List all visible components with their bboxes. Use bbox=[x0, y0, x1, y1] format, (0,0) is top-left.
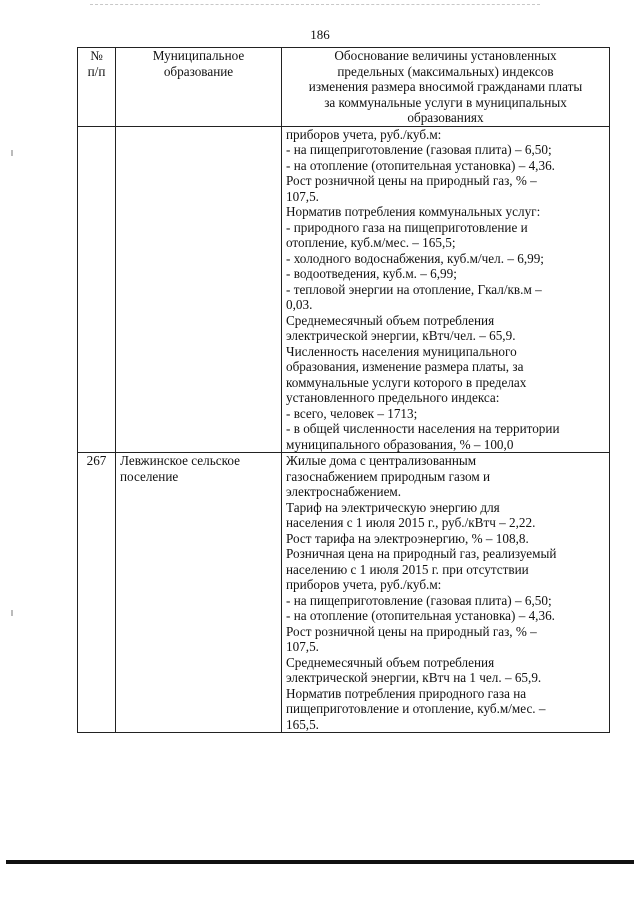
justification-line: 0,03. bbox=[286, 297, 313, 312]
header-text-line: за коммунальные услуги в муниципальных bbox=[324, 94, 567, 110]
justification-line: Норматив потребления природного газа на bbox=[286, 685, 527, 701]
justification-line: - на отопление (отопительная установка) – 4,36. bbox=[286, 608, 555, 623]
justification-line: Тариф на электрическую энергию для bbox=[286, 499, 500, 515]
justification-line: - природного газа на пищеприготовление и bbox=[286, 219, 528, 235]
justification-line: - в общей численности населения на территории bbox=[286, 421, 560, 436]
header-text-line: Муниципальное bbox=[152, 48, 245, 63]
header-text-line: образование bbox=[163, 63, 234, 79]
justification-line: Численность населения муниципального bbox=[286, 343, 517, 359]
justification-line: - водоотведения, куб.м. – 6,99; bbox=[286, 266, 457, 281]
header-text-line: изменения размера вносимой гражданами платы bbox=[308, 79, 583, 94]
justification-line: Норматив потребления коммунальных услуг: bbox=[286, 204, 541, 219]
row-municipality-cell bbox=[116, 126, 282, 453]
row-municipality-cell bbox=[116, 453, 282, 733]
header-justification bbox=[282, 48, 610, 127]
justification-line: населению с 1 июля 2015 г. при отсутствии bbox=[286, 561, 529, 577]
justification-line: населения с 1 июля 2015 г., руб./кВтч – 2,22. bbox=[286, 515, 536, 530]
justification-line: электрической энергии, кВтч на 1 чел. – 65,9. bbox=[286, 670, 542, 685]
justification-line: приборов учета, руб./куб.м: bbox=[286, 126, 442, 142]
justification-line: Рост розничной цены на природный газ, % – bbox=[286, 173, 537, 188]
header-text-line: образованиях bbox=[407, 110, 484, 125]
table-row bbox=[78, 126, 610, 453]
justification-line: электрической энергии, кВтч/чел. – 65,9. bbox=[286, 328, 516, 343]
justification-line: - на пищеприготовление (газовая плита) – 6,50; bbox=[286, 142, 552, 157]
scan-top-edge bbox=[90, 4, 540, 5]
justification-line: приборов учета, руб./куб.м: bbox=[286, 577, 442, 592]
tariff-justification-table bbox=[77, 47, 610, 733]
table-row bbox=[78, 453, 610, 733]
justification-line: Жилые дома с централизованным bbox=[286, 453, 477, 468]
municipality-line: Левжинское сельское bbox=[120, 453, 240, 468]
justification-line: коммунальные услуги которого в пределах bbox=[286, 374, 527, 390]
header-municipality bbox=[116, 48, 282, 127]
table-header-row bbox=[78, 48, 610, 127]
justification-line: Рост розничной цены на природный газ, % – bbox=[286, 623, 537, 639]
row-justification-cell bbox=[282, 126, 610, 453]
justification-line: 165,5. bbox=[286, 716, 319, 732]
justification-line: газоснабжением природным газом и bbox=[286, 468, 491, 484]
justification-line: образования, изменение размера платы, за bbox=[286, 359, 524, 374]
justification-line: Среднемесячный объем потребления bbox=[286, 654, 495, 670]
justification-line: пищеприготовление и отопление, куб.м/мес. – bbox=[286, 701, 546, 716]
justification-line: - на отопление (отопительная установка) – 4,36. bbox=[286, 157, 555, 173]
justification-line: 107,5. bbox=[286, 188, 319, 204]
justification-line: Среднемесячный объем потребления bbox=[286, 312, 495, 328]
header-text-line: предельных (максимальных) индексов bbox=[337, 63, 554, 79]
justification-line: - холодного водоснабжения, куб.м/чел. – 6,99; bbox=[286, 250, 544, 266]
justification-line: Розничная цена на природный газ, реализуемый bbox=[286, 546, 557, 561]
scan-margin-mark bbox=[11, 610, 13, 616]
row-number-cell bbox=[78, 126, 116, 453]
justification-line: электроснабжением. bbox=[286, 484, 402, 499]
justification-line: - тепловой энергии на отопление, Гкал/кв.м – bbox=[286, 281, 542, 297]
header-text-line: Обоснование величины установленных bbox=[334, 48, 557, 63]
page-number: 186 bbox=[310, 27, 330, 42]
scan-bottom-bar bbox=[6, 860, 634, 864]
header-text-line: № bbox=[90, 48, 103, 63]
scan-margin-mark bbox=[11, 150, 13, 156]
justification-line: Рост тарифа на электроэнергию, % – 108,8. bbox=[286, 530, 529, 546]
header-text-line: п/п bbox=[87, 63, 106, 79]
justification-line: - всего, человек – 1713; bbox=[286, 405, 418, 421]
justification-line: - на пищеприготовление (газовая плита) – 6,50; bbox=[286, 592, 552, 608]
justification-line: муниципального образования, % – 100,0 bbox=[286, 436, 514, 452]
row-justification-cell bbox=[282, 453, 610, 733]
header-number bbox=[78, 48, 116, 127]
justification-line: отопление, куб.м/мес. – 165,5; bbox=[286, 235, 456, 250]
municipality-line: поселение bbox=[120, 468, 179, 484]
row-number-cell: 267 bbox=[78, 453, 116, 733]
justification-line: установленного предельного индекса: bbox=[286, 390, 500, 405]
justification-line: 107,5. bbox=[286, 639, 319, 654]
